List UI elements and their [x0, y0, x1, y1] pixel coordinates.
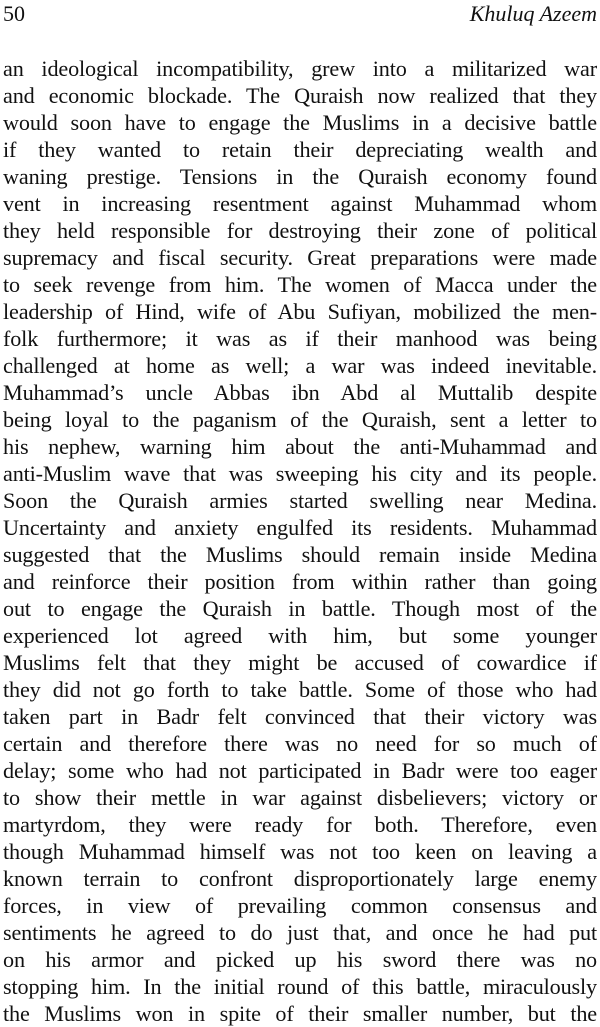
text-line: anti-Muslim wave that was sweeping his city and its people. — [3, 461, 597, 486]
text-line: his nephew, warning him about the anti-Muhammad and — [3, 434, 597, 459]
text-line: known terrain to confront disproportionately large enemy — [3, 866, 597, 891]
text-line: out to engage the Quraish in battle. Though most of the — [3, 596, 597, 621]
text-line: challenged at home as well; a war was indeed inevitable. — [3, 353, 597, 378]
text-line: though Muhammad himself was not too keen on leaving a — [3, 839, 597, 864]
text-line: sentiments he agreed to do just that, and once he had put — [3, 920, 597, 945]
text-line: they did not go forth to take battle. Some of those who had — [3, 677, 597, 702]
text-line: and economic blockade. The Quraish now realized that they — [3, 83, 597, 108]
page-number: 50 — [3, 1, 25, 26]
text-line: to seek revenge from him. The women of Macca under the — [3, 272, 597, 297]
book-title: Khuluq Azeem — [469, 1, 597, 26]
text-line: leadership of Hind, wife of Abu Sufiyan, mobilized the men- — [3, 299, 597, 324]
text-line: Soon the Quraish armies started swelling near Medina. — [3, 488, 597, 513]
text-line: experienced lot agreed with him, but some younger — [3, 623, 597, 648]
body-paragraph — [3, 55, 597, 1027]
text-line: being loyal to the paganism of the Quraish, sent a letter to — [3, 407, 597, 432]
text-line: would soon have to engage the Muslims in a decisive battle — [3, 110, 597, 135]
text-line: forces, in view of prevailing common consensus and — [3, 893, 597, 918]
text-line: an ideological incompatibility, grew into a militarized war — [3, 56, 597, 81]
running-head — [3, 0, 597, 30]
text-line: to show their mettle in war against disbelievers; victory or — [3, 785, 597, 810]
text-line: vent in increasing resentment against Muhammad whom — [3, 191, 597, 216]
text-line: Uncertainty and anxiety engulfed its residents. Muhammad — [3, 515, 597, 540]
text-line: waning prestige. Tensions in the Quraish economy found — [3, 164, 597, 189]
text-line: Muhammad’s uncle Abbas ibn Abd al Muttalib despite — [3, 380, 597, 405]
text-line: suggested that the Muslims should remain inside Medina — [3, 542, 597, 567]
text-line: and reinforce their position from within rather than going — [3, 569, 597, 594]
text-line: Muslims felt that they might be accused of cowardice if — [3, 650, 597, 675]
text-line: if they wanted to retain their depreciating wealth and — [3, 137, 597, 162]
text-line: on his armor and picked up his sword there was no — [3, 947, 597, 972]
text-line: the Muslims won in spite of their smaller number, but the — [3, 1001, 597, 1026]
text-line: taken part in Badr felt convinced that their victory was — [3, 704, 597, 729]
text-line: folk furthermore; it was as if their manhood was being — [3, 326, 597, 351]
text-line: martyrdom, they were ready for both. Therefore, even — [3, 812, 597, 837]
text-line: they held responsible for destroying their zone of political — [3, 218, 597, 243]
text-line: delay; some who had not participated in Badr were too eager — [3, 758, 597, 783]
text-line: certain and therefore there was no need for so much of — [3, 731, 597, 756]
text-line: supremacy and fiscal security. Great preparations were made — [3, 245, 597, 270]
text-line: stopping him. In the initial round of this battle, miraculously — [3, 974, 597, 999]
